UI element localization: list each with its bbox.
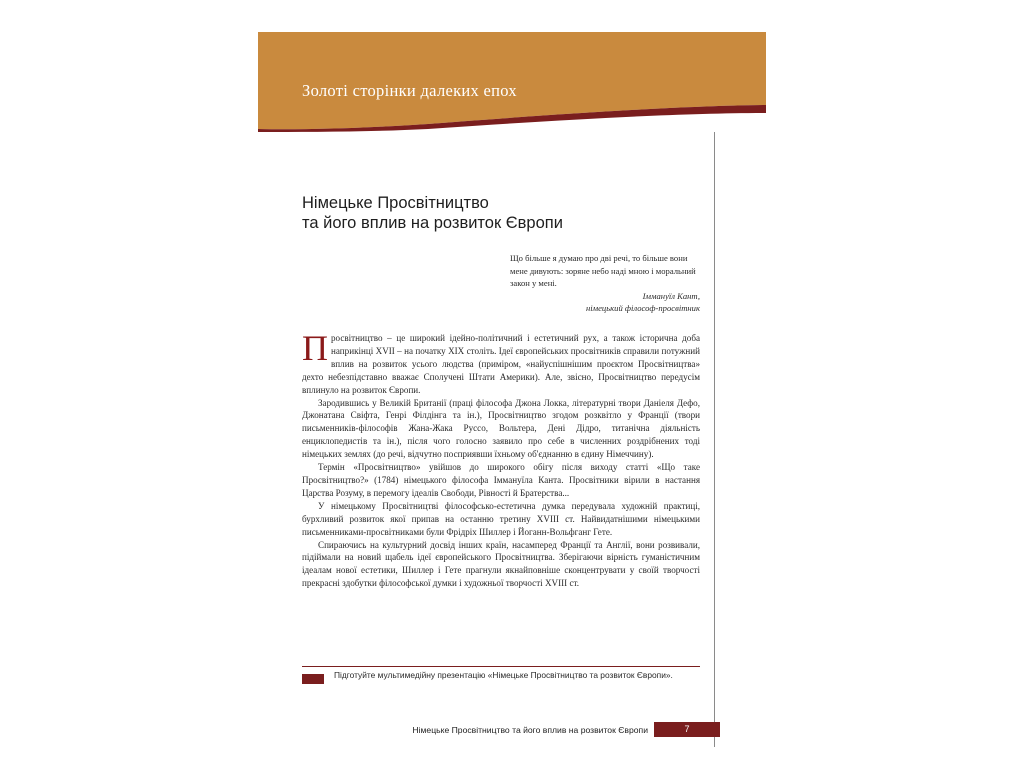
article-title-line-2: та його вплив на розвиток Європи (302, 214, 563, 232)
paragraph-3: Термін «Просвітництво» увійшов до широкого обігу після виходу статті «Що таке Просвітництво?» (1784) німецького філософа Іммануїла Канта. Просвітники вірили в настання Царства Розуму, в перемогу ідеалів Свободи, Рівності й Братерства... (302, 462, 700, 498)
task-divider (302, 666, 700, 667)
epigraph-author-role: німецький філософ-просвітник (585, 303, 700, 314)
epigraph-quote: Що більше я думаю про дві речі, то більше вони мене дивують: зоряне небо наді мною і моральний закон у мені. (510, 253, 696, 289)
paragraph-1-text: росвітництво – це широкий ідейно-політичний і естетичний рух, а також історична доба наприкінці XVII – на початку XIX століть. Ідеї європейських просвітників справили потужний вплив на розвиток усього людства (приміром, «найуспішнішим проєктом Просвітництва» дехто небезпідставно вважає Сполучені Штати Америки). Але, звісно, Просвітництво передусім вплинуло на розвиток Європи. (302, 333, 700, 395)
margin-rule (714, 132, 715, 747)
paragraph-5: Спираючись на культурний досвід інших країн, насамперед Франції та Англії, вони розвивали, підіймали на новий щабель ідеї європейського Просвітництва. Зберігаючи вірність гуманістичним ідеалам нової естетики, Шиллер і Гете прагнули якнайповніше сконцентрувати у своїй творчості прекрасні здобутки філософської думки і художньої творчості XVIII ст. (302, 539, 700, 589)
running-title: Німецьке Просвітництво та його вплив на розвиток Європи (412, 725, 648, 735)
paragraph-4: У німецькому Просвітництві філософсько-естетична думка передувала художній практиці, бурхливий розвиток якої припав на останню третину XVIII ст. Найвидатнішими німецькими письменниками-просвітниками були Фрідріх Шиллер і Йоганн-Вольфганг Гете. (302, 500, 700, 537)
epigraph (510, 252, 700, 315)
paragraph-2: Зародившись у Великій Британії (праці філософа Джона Локка, літературні твори Даніеля Дефо, Джонатана Свіфта, Генрі Філдінга та ін.), Просвітництво згодом розквітло у Франції (твори письменників-філософів Жана-Жака Руссо, Вольтера, Дені Дідро, титанічна діяльність енциклопедистів та ін.), після чого голосно заявило про себе в численних роздрібнених тоді німецьких землях (до речі, відчутно посприявши їхньому об'єднанню в єдину Німеччину). (302, 397, 700, 460)
section-title: Золоті сторінки далеких епох (302, 81, 517, 100)
article-body (302, 328, 700, 590)
task-text: Підготуйте мультимедійну презентацію «Німецьке Просвітництво та розвиток Європи». (334, 670, 673, 680)
article-title-line-1: Німецьке Просвітництво (302, 194, 489, 212)
drop-cap: П (302, 328, 328, 368)
task-marker-icon (302, 674, 324, 684)
page-number: 7 (654, 722, 720, 737)
article-title (302, 193, 563, 233)
book-page (258, 32, 721, 736)
epigraph-author: Іммануїл Кант, (642, 290, 700, 301)
paragraph-1 (302, 328, 700, 397)
